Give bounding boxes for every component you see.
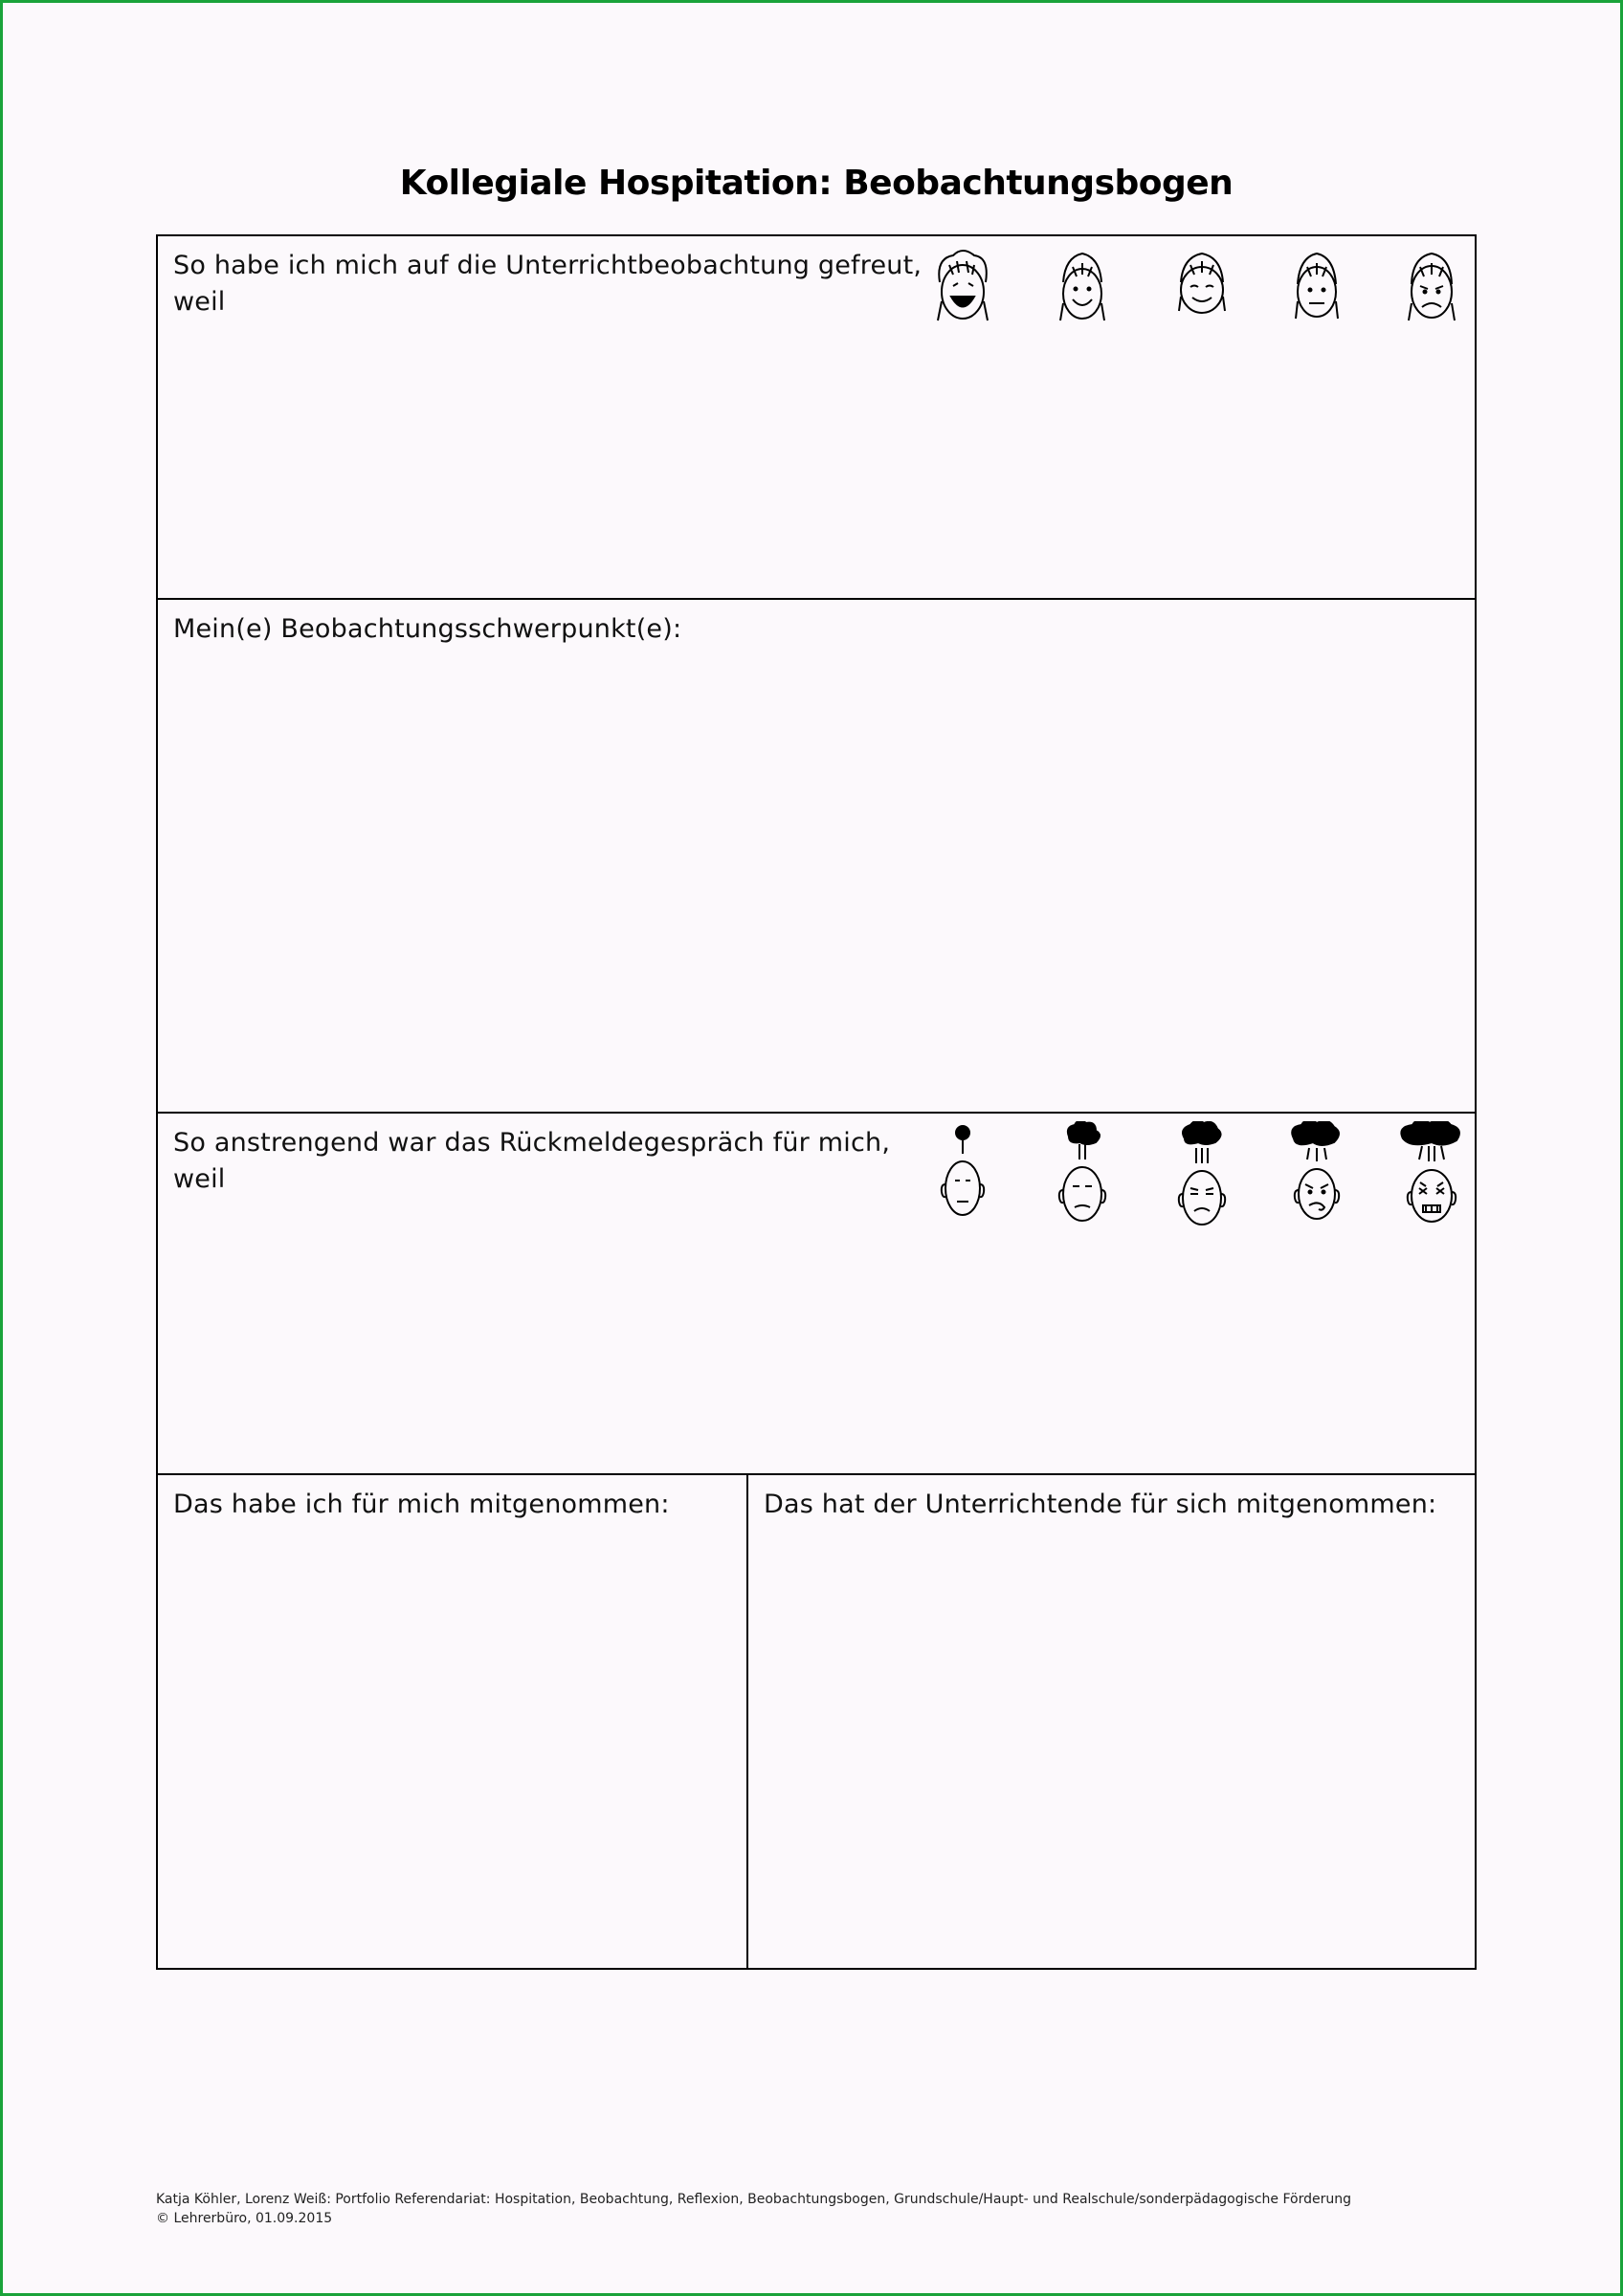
observation-focus-field[interactable] [158, 600, 1475, 1114]
smiling-face-icon [1179, 254, 1225, 313]
anticipation-label-line1: So habe ich mich auf die Unterrichtbeobachtung gefreut, [173, 251, 923, 280]
footer-credits: Katja Köhler, Lorenz Weiß: Portfolio Referendariat: Hospitation, Beobachtung, Reflexion, Beobachtungsbogen, Grundschule/Haupt- und Realschule/sonderpädagogische Förderung [156, 2192, 1351, 2207]
feedback-effort-label-line1: So anstrengend war das Rückmeldegespräch für mich, [173, 1128, 891, 1158]
footer [156, 2190, 1351, 2228]
page-title: Kollegiale Hospitation: Beobachtungsbogen [399, 164, 1234, 203]
footer-copyright: © Lehrerbüro, 01.09.2015 [156, 2211, 333, 2226]
feedback-effort-label-line2: weil [173, 1164, 226, 1194]
cloud-face-icon [1059, 1121, 1105, 1221]
takeaway-teacher-label: Das hat der Unterrichtende für sich mitgenommen: [764, 1490, 1437, 1519]
takeaway-teacher-field[interactable] [748, 1475, 1475, 1970]
sad-face-icon [1409, 254, 1455, 320]
stress-scale [929, 1121, 1465, 1246]
mood-scale [929, 244, 1465, 359]
takeaway-self-label: Das habe ich für mich mitgenommen: [173, 1490, 670, 1519]
exhausted-face-icon [1401, 1121, 1459, 1222]
feedback-effort-field[interactable] [158, 1114, 1475, 1475]
feedback-effort-label [173, 1125, 890, 1198]
stressed-face-icon [1179, 1121, 1225, 1225]
takeaway-self-field[interactable] [158, 1475, 748, 1970]
observation-form [156, 234, 1477, 1970]
happy-face-icon [1060, 254, 1104, 320]
observation-focus-label: Mein(e) Beobachtungsschwerpunkt(e): [173, 614, 682, 644]
very-happy-face-icon [938, 251, 988, 320]
anticipation-label-line2: weil [173, 287, 226, 317]
small-cloud-face-icon [942, 1126, 984, 1215]
neutral-face-icon [1296, 254, 1338, 319]
anticipation-label [173, 248, 922, 320]
takeaways-row [158, 1475, 1475, 1970]
very-stressed-face-icon [1292, 1121, 1339, 1219]
anticipation-field[interactable] [158, 236, 1475, 600]
